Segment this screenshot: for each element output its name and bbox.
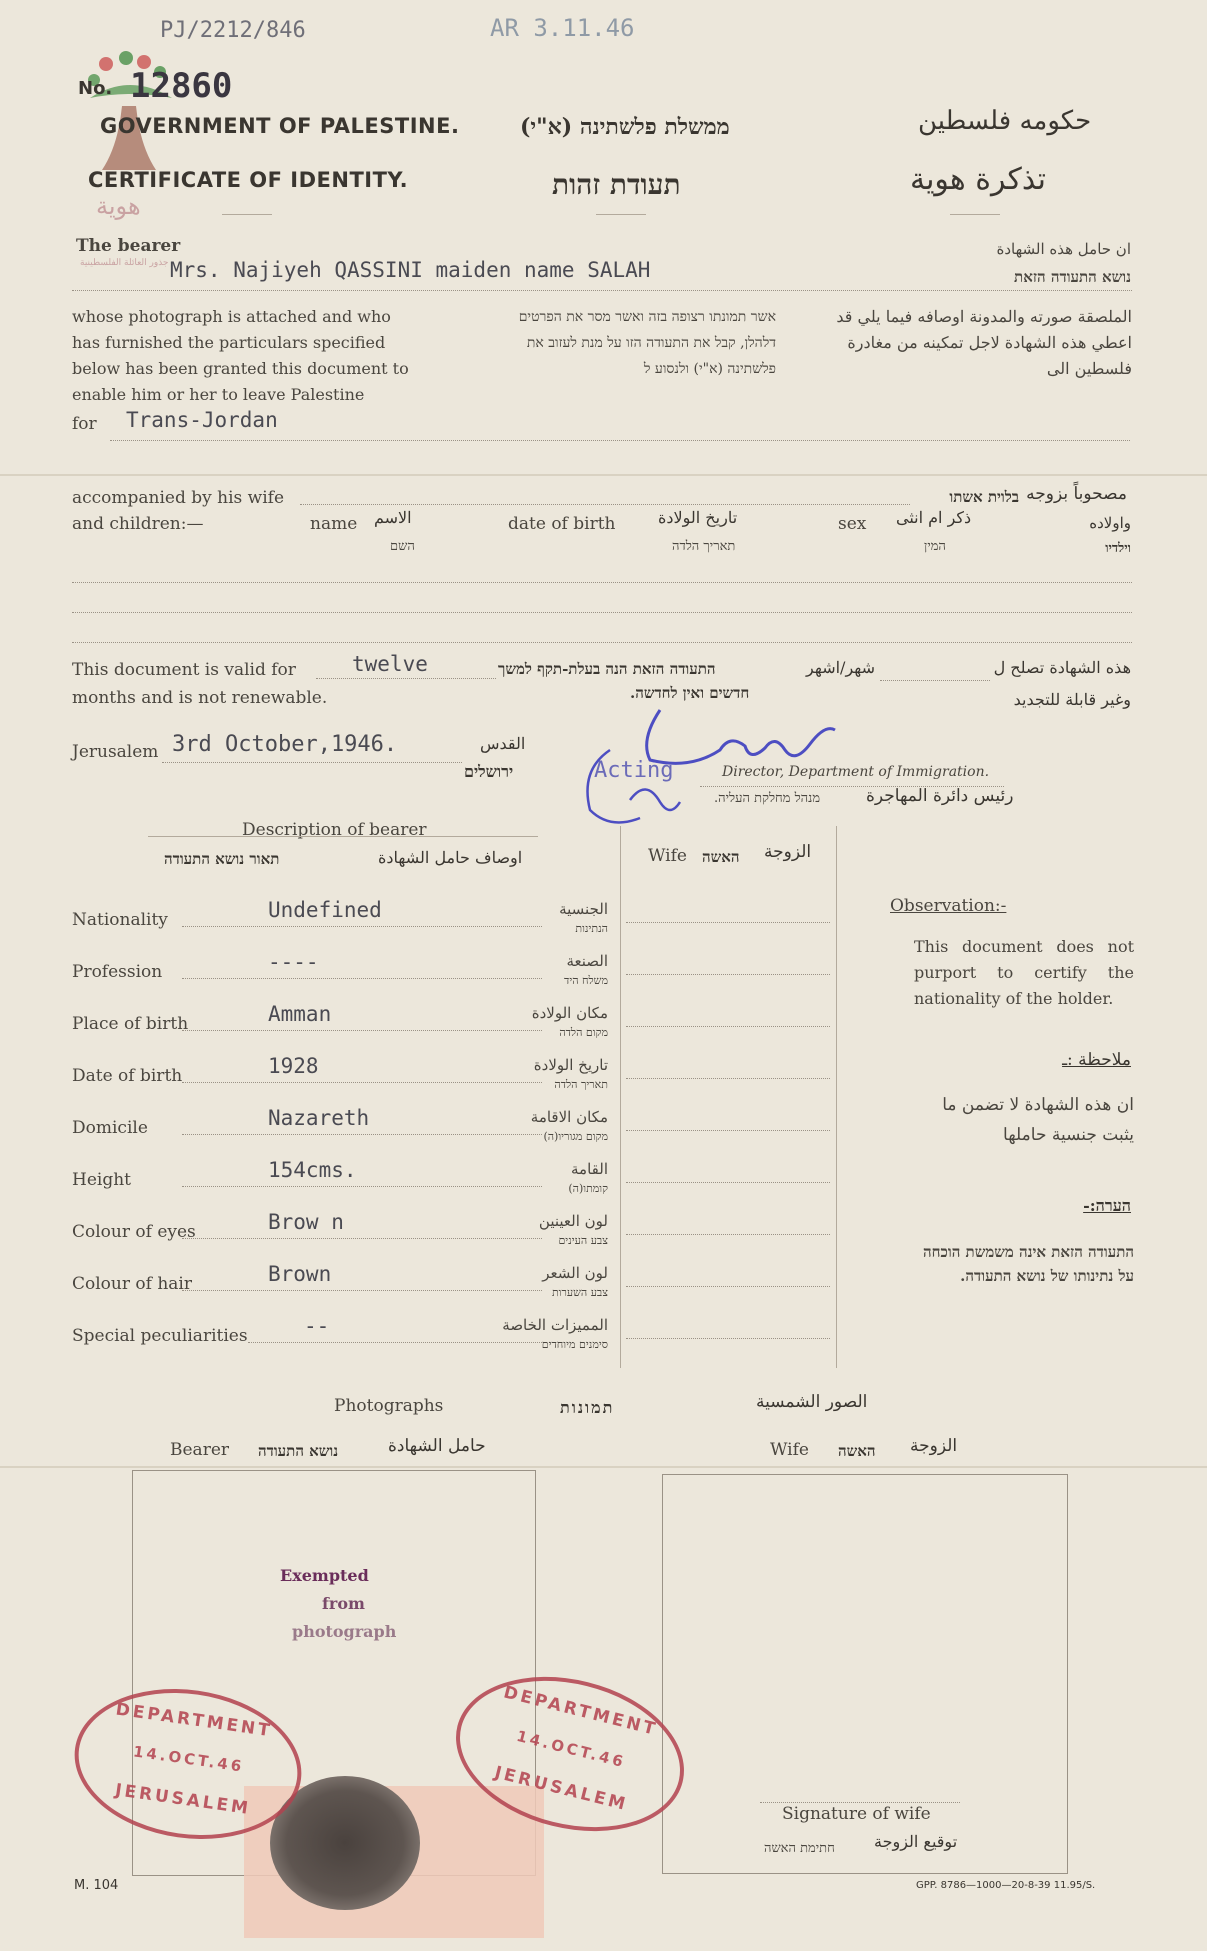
photo-wife-he: האשה xyxy=(838,1442,876,1460)
wife-dotted-line xyxy=(626,1286,830,1287)
row-dotted-line xyxy=(182,1238,542,1239)
row-dotted-line xyxy=(182,1186,542,1187)
row-label-he: צבע השערות xyxy=(551,1286,608,1299)
validity-text-ar-2: وغير قابلة للتجديد xyxy=(1013,690,1131,709)
government-title-en: GOVERNMENT OF PALESTINE. xyxy=(100,114,460,138)
row-label: Height xyxy=(72,1170,131,1190)
row-label: Domicile xyxy=(72,1118,148,1138)
row-label: Special peculiarities xyxy=(72,1326,248,1346)
exempted-text-1: Exempted xyxy=(280,1566,369,1585)
stamp-line-1: DEPARTMENT xyxy=(501,1682,660,1741)
director-title-en: Director, Department of Immigration. xyxy=(722,764,990,780)
description-row-colour-of-eyes xyxy=(72,1210,612,1262)
row-label-ar: الصنعة xyxy=(566,952,608,970)
description-row-special-peculiarities xyxy=(72,1314,612,1366)
observation-text-he: התעודה הזאת אינה משמשת הוכחה על נתינותו של נושא התעודה. xyxy=(923,1243,1134,1285)
photo-bearer-en: Bearer xyxy=(170,1440,230,1460)
row-value: 1928 xyxy=(268,1054,319,1078)
row-label: Colour of eyes xyxy=(72,1222,196,1242)
photo-wife-ar: الزوجة xyxy=(910,1436,958,1456)
validity-text-ar-mid: شهر/اشهر xyxy=(806,658,876,677)
row-value: Nazareth xyxy=(268,1106,370,1130)
government-title-he: ממשלת פלשתינה (א"י) xyxy=(520,114,730,140)
exempted-text-2: from xyxy=(322,1594,365,1613)
fold-line xyxy=(0,1466,1207,1468)
handwritten-reference: AR 3.11.46 xyxy=(490,14,635,42)
row-value: Amman xyxy=(268,1002,332,1026)
observation-text-en: This document does not purport to certify the nationality of the holder. xyxy=(914,937,1134,1008)
issue-place-he: ירושלים xyxy=(464,762,514,781)
observation-title-he: הערה:- xyxy=(1083,1196,1131,1215)
row-label-he: מקום הלדה xyxy=(559,1026,608,1039)
certificate-title-ar: تذكرة هوية xyxy=(910,162,1046,197)
wife-dotted-line xyxy=(626,974,830,975)
stamp-line-2: 14.OCT.46 xyxy=(132,1742,246,1776)
observation-column-divider xyxy=(836,826,837,1368)
row-label: Profession xyxy=(72,962,163,982)
row-label-ar: القامة xyxy=(571,1160,608,1178)
wife-dotted-line xyxy=(626,1026,830,1027)
validity-text-en-1: This document is valid for xyxy=(72,660,296,680)
description-title-en: Description of bearer xyxy=(242,820,427,840)
validity-period: twelve xyxy=(352,652,428,676)
title-underline xyxy=(222,214,272,215)
bearer-name: Mrs. Najiyeh QASSINI maiden name SALAH xyxy=(170,258,651,282)
children-label-he: וילדיו xyxy=(1105,541,1131,556)
row-dotted-line xyxy=(182,926,542,927)
children-label-en: and children:— xyxy=(72,514,204,534)
children-dotted-line xyxy=(72,612,1132,613)
accompanied-label-he: בלוית אשתו xyxy=(949,488,1019,506)
photo-bearer-he: נושא התעודה xyxy=(258,1442,339,1460)
director-dotted-line xyxy=(700,786,1004,787)
column-name-en: name xyxy=(310,514,358,534)
destination-dotted-line xyxy=(110,440,1130,441)
row-label-ar: مكان الولادة xyxy=(531,1004,608,1022)
bearer-dotted-line xyxy=(72,290,1132,291)
row-value: -- xyxy=(304,1314,330,1338)
column-name-he: השם xyxy=(390,539,415,554)
description-row-height xyxy=(72,1158,612,1210)
stamp-line-2: 14.OCT.46 xyxy=(514,1726,628,1772)
signature-wife-ar: توقيع الزوجة xyxy=(874,1832,958,1851)
row-label: Place of birth xyxy=(72,1014,189,1034)
permission-text-en: whose photograph is attached and who has furnished the particulars specified below has been granted this document to enable him or her to leave Palestine xyxy=(72,307,409,404)
photographs-title-ar: الصور الشمسية xyxy=(756,1392,868,1412)
signature-wife-he: חתימת האשה xyxy=(764,1841,835,1856)
observation-title-ar: ملاحظة :ـ xyxy=(1062,1050,1131,1070)
bearer-label-ar: ان حامل هذه الشهادة xyxy=(996,240,1131,258)
director-title-he: מנהל מחלקת העליה. xyxy=(714,791,821,806)
reference-number: PJ/2212/846 xyxy=(160,18,306,43)
row-label-he: תאריך הלדה xyxy=(554,1078,608,1091)
acting-text: Acting xyxy=(594,758,674,783)
row-label-he: סימנים מיוחדים xyxy=(541,1338,608,1351)
issue-place-en: Jerusalem xyxy=(72,742,159,762)
row-label-ar: لون العينين xyxy=(538,1212,608,1230)
row-label-ar: تاريخ الولادة xyxy=(533,1056,608,1074)
photo-bearer-ar: حامل الشهادة xyxy=(388,1436,486,1456)
stamp-line-1: DEPARTMENT xyxy=(114,1699,274,1742)
description-title-ar: اوصاف حامل الشهادة xyxy=(378,848,523,867)
validity-text-he-1: התעודה הזאת הנה בעלת-תקף למשך xyxy=(498,660,716,678)
issue-date: 3rd October,1946. xyxy=(172,732,398,757)
wife-signature-dotted-line xyxy=(760,1802,960,1803)
row-value: 154cms. xyxy=(268,1158,357,1182)
permission-text-ar: الملصقة صورته والمدونة اوصافه فيما يلي قد اعطي هذه الشهادة لاجل تمكينه من مغادرة فلسطين الى xyxy=(836,307,1132,378)
validity-text-he-2: חדשים ואין לחדשה. xyxy=(630,684,750,702)
children-dotted-line xyxy=(72,582,1132,583)
exempted-text-3: photograph xyxy=(292,1622,397,1641)
row-label: Colour of hair xyxy=(72,1274,192,1294)
column-dob-ar: تاريخ الولادة xyxy=(658,508,738,527)
signature-wife-en: Signature of wife xyxy=(782,1804,931,1824)
permission-text-he: אשר תמונתו רצופה בזה ואשר מסר את הפרטים דלהלן, קבל את התעודה הזו על מנת לעזוב את פלשתינה (א"י) ולנסוע ל xyxy=(518,309,776,377)
row-label-he: צבע העינים xyxy=(558,1234,608,1247)
wife-column-divider xyxy=(620,826,621,1368)
row-dotted-line xyxy=(182,1134,542,1135)
director-title-ar: رئيس دائرة المهاجرة xyxy=(866,786,1014,806)
watermark-text-ar: هوية xyxy=(96,192,141,220)
description-row-place-of-birth xyxy=(72,1002,612,1054)
bearer-label-en: The bearer xyxy=(76,236,181,256)
row-label-ar: مكان الاقامة xyxy=(530,1108,608,1126)
photographs-title-he: תמונות xyxy=(560,1398,615,1417)
certificate-number: 12860 xyxy=(130,66,233,106)
row-value: Brow n xyxy=(268,1210,344,1234)
wife-column-he: האשה xyxy=(702,848,740,866)
wife-dotted-line xyxy=(626,1234,830,1235)
wife-column-en: Wife xyxy=(648,846,687,866)
certificate-number-prefix: No. xyxy=(78,78,113,99)
description-underline xyxy=(148,836,538,837)
watermark-text-en: جذور العائلة الفلسطينية xyxy=(80,258,169,268)
row-label-he: משלח היד xyxy=(564,974,608,987)
row-dotted-line xyxy=(182,978,542,979)
row-label: Nationality xyxy=(72,910,168,930)
accompanied-dotted-line xyxy=(300,504,910,505)
row-label-ar: المميزات الخاصة xyxy=(502,1316,608,1334)
children-label-ar: واولاده xyxy=(1089,514,1131,532)
row-label-ar: الجنسية xyxy=(559,900,608,918)
column-dob-he: תאריך הלדה xyxy=(672,539,736,554)
for-label: for xyxy=(72,414,97,434)
certificate-title-he: תעודת זהות xyxy=(552,168,681,201)
wife-dotted-line xyxy=(626,1078,830,1079)
bearer-label-he: נושא התעודה הזאת xyxy=(1014,268,1131,286)
validity-text-en-2: months and is not renewable. xyxy=(72,688,328,708)
government-title-ar: حكومه فلسطين xyxy=(918,106,1092,136)
printer-code: GPP. 8786—1000—20-8-39 11.95/S. xyxy=(916,1880,1096,1891)
row-label-he: מקום מגוריו(ה) xyxy=(543,1130,608,1143)
title-underline xyxy=(596,214,646,215)
row-label: Date of birth xyxy=(72,1066,183,1086)
observation-title-en: Observation:- xyxy=(890,896,1007,916)
photo-wife-en: Wife xyxy=(770,1440,809,1460)
accompanied-label-en: accompanied by his wife xyxy=(72,488,285,508)
wife-dotted-line xyxy=(626,1130,830,1131)
column-sex-ar: ذكر ام انثى xyxy=(896,508,972,527)
description-row-domicile xyxy=(72,1106,612,1158)
row-value: Brown xyxy=(268,1262,332,1286)
certificate-title-en: CERTIFICATE OF IDENTITY. xyxy=(88,168,409,192)
accompanied-label-ar: مصحوباً بزوجه xyxy=(1026,484,1127,504)
column-sex-he: המין xyxy=(924,539,946,554)
validity-text-ar-1: هذه الشهادة تصلح ل xyxy=(993,658,1131,677)
fold-line xyxy=(0,474,1207,476)
title-underline xyxy=(950,214,1000,215)
wife-dotted-line xyxy=(626,1338,830,1339)
row-dotted-line xyxy=(248,1342,542,1343)
photographs-title-en: Photographs xyxy=(334,1396,444,1416)
wife-dotted-line xyxy=(626,1182,830,1183)
column-dob-en: date of birth xyxy=(508,514,616,534)
column-name-ar: الاسم xyxy=(374,508,412,527)
row-value: Undefined xyxy=(268,898,382,922)
row-value: ---- xyxy=(268,950,319,974)
observation-text-ar: ان هذه الشهادة لا تضمن ما يثبت جنسية حاملها xyxy=(942,1095,1134,1145)
issue-date-dotted-line xyxy=(162,762,462,763)
description-row-profession xyxy=(72,950,612,1002)
row-label-he: קומתו(ה) xyxy=(568,1182,608,1195)
form-number: M. 104 xyxy=(74,1878,119,1893)
row-dotted-line xyxy=(182,1082,542,1083)
children-dotted-line xyxy=(72,642,1132,643)
row-dotted-line xyxy=(182,1030,542,1031)
destination: Trans-Jordan xyxy=(126,408,278,432)
row-label-ar: لون الشعر xyxy=(542,1264,608,1282)
validity-ar-dotted-line xyxy=(880,680,990,681)
description-title-he: תאור נושא התעודה xyxy=(164,850,280,868)
column-sex-en: sex xyxy=(838,514,867,534)
issue-place-ar: القدس xyxy=(480,734,526,753)
description-row-colour-of-hair xyxy=(72,1262,612,1314)
stamp-line-3: JERUSALEM xyxy=(113,1780,253,1820)
wife-dotted-line xyxy=(626,922,830,923)
row-dotted-line xyxy=(182,1290,542,1291)
description-row-date-of-birth xyxy=(72,1054,612,1106)
validity-dotted-line xyxy=(316,678,496,679)
row-label-he: הנתינות xyxy=(575,922,608,935)
description-row-nationality xyxy=(72,898,612,950)
wife-column-ar: الزوجة xyxy=(764,842,812,862)
stamp-line-3: JERUSALEM xyxy=(492,1762,630,1816)
